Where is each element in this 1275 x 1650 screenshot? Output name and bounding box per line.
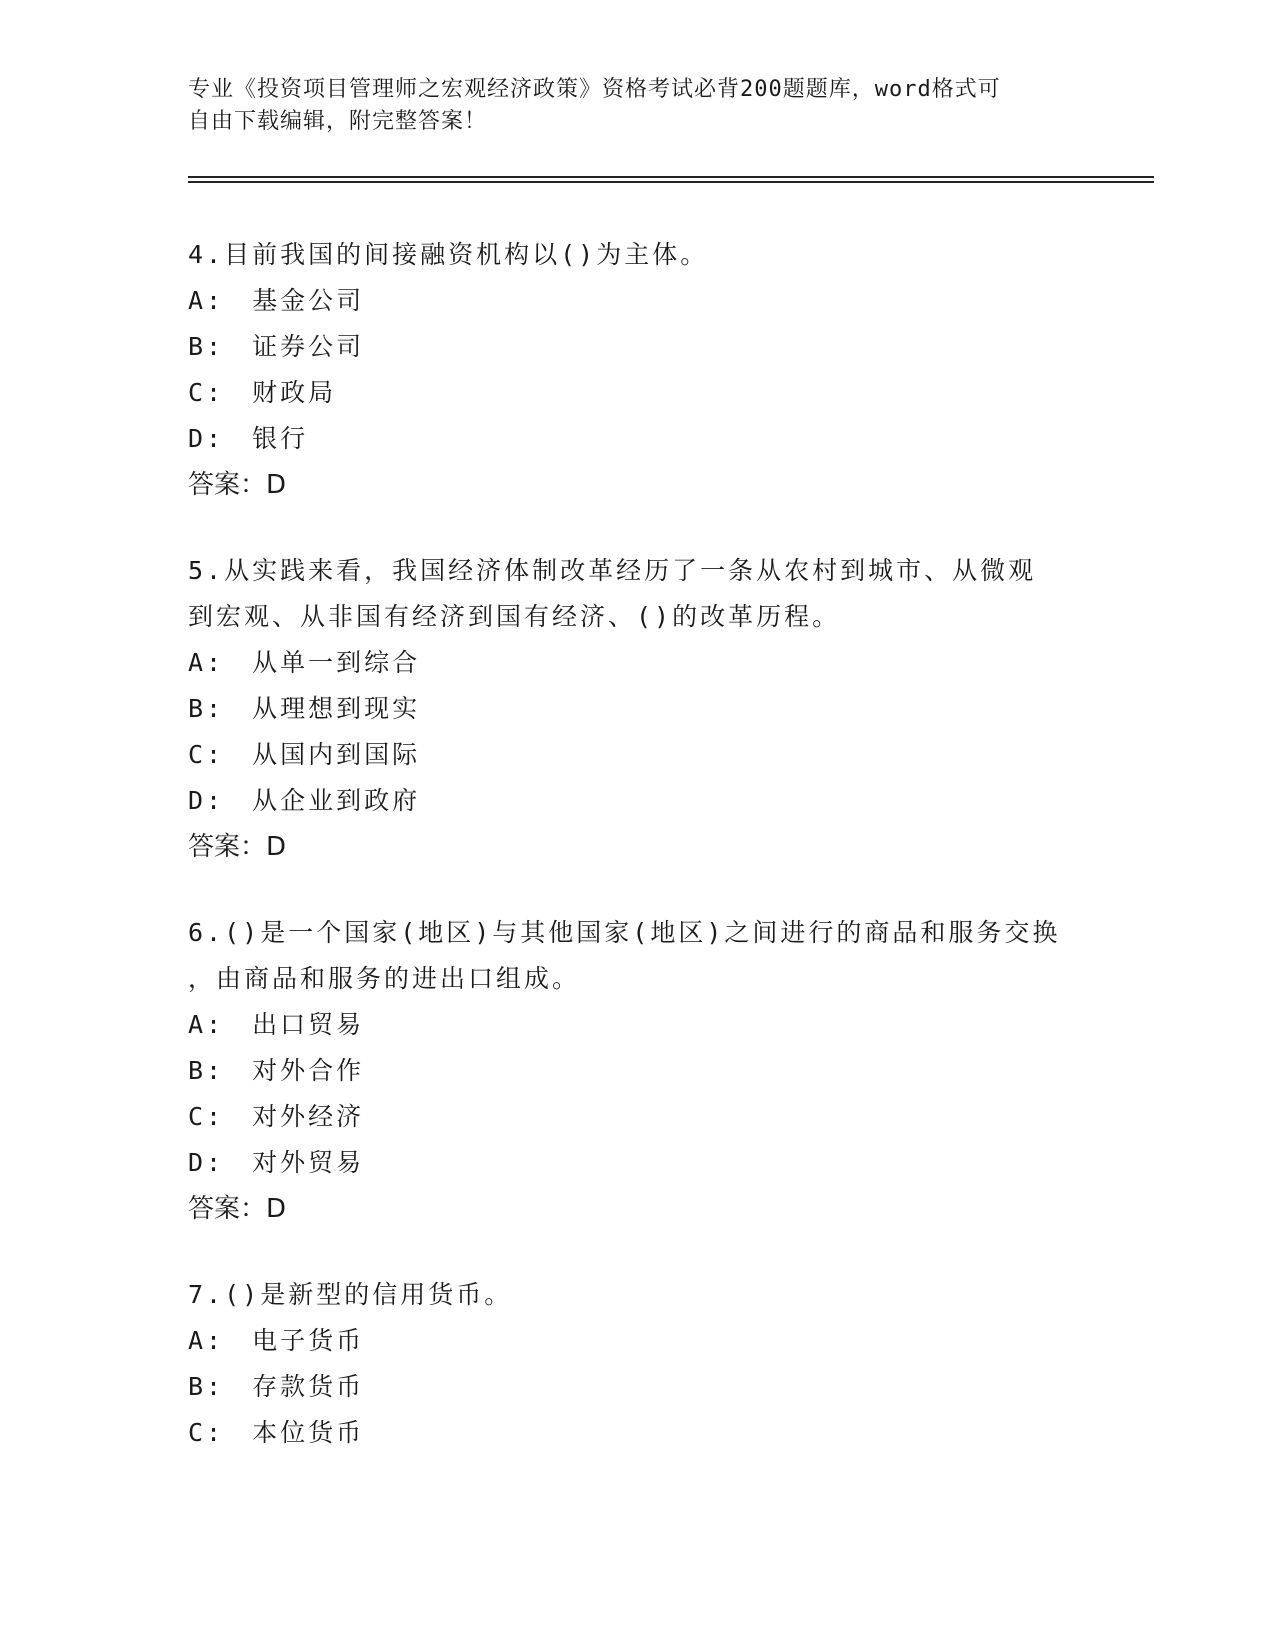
option-letter: C:: [188, 378, 225, 407]
option-letter: A:: [188, 286, 225, 315]
header-title-line-1: 专业《投资项目管理师之宏观经济政策》资格考试必背200题题库，word格式可: [188, 77, 1001, 102]
option-text: 证券公司: [252, 332, 365, 361]
option-b: [188, 1048, 1148, 1094]
header-title-line-2: 自由下载编辑，附完整答案！: [188, 109, 488, 134]
question-stem-line: 到宏观、从非国有经济到国有经济、()的改革历程。: [188, 602, 841, 631]
option-letter: B:: [188, 332, 225, 361]
question-item: [188, 232, 1148, 508]
option-text: 对外合作: [252, 1056, 365, 1085]
question-stem: [188, 910, 1148, 1002]
question-item: [188, 910, 1148, 1232]
option-b: [188, 686, 1148, 732]
option-d: [188, 416, 1148, 462]
option-text: 银行: [252, 424, 309, 453]
option-letter: D:: [188, 1148, 225, 1177]
header-divider-bottom: [188, 181, 1154, 183]
option-letter: A:: [188, 648, 225, 677]
question-list: [188, 232, 1148, 1496]
option-c: [188, 1410, 1148, 1456]
option-letter: C:: [188, 740, 225, 769]
question-item: [188, 1272, 1148, 1456]
document-header: [188, 74, 1088, 138]
option-letter: C:: [188, 1102, 225, 1131]
option-letter: A:: [188, 1326, 225, 1355]
option-a: [188, 1002, 1148, 1048]
option-c: [188, 1094, 1148, 1140]
option-text: 电子货币: [252, 1326, 365, 1355]
option-text: 财政局: [252, 378, 337, 407]
question-stem: [188, 232, 1148, 278]
answer-label: 答案：D: [188, 470, 287, 500]
option-letter: B:: [188, 1056, 225, 1085]
option-a: [188, 640, 1148, 686]
option-letter: B:: [188, 694, 225, 723]
option-c: [188, 732, 1148, 778]
option-letter: A:: [188, 1010, 225, 1039]
option-text: 本位货币: [252, 1418, 365, 1447]
option-a: [188, 1318, 1148, 1364]
question-stem-line: 7.()是新型的信用货币。: [188, 1280, 513, 1309]
option-letter: D:: [188, 424, 225, 453]
option-d: [188, 778, 1148, 824]
option-text: 对外经济: [252, 1102, 365, 1131]
question-stem: [188, 548, 1148, 640]
option-d: [188, 1140, 1148, 1186]
question-item: [188, 548, 1148, 870]
option-text: 从单一到综合: [252, 648, 421, 677]
question-stem-line: 5.从实践来看，我国经济体制改革经历了一条从农村到城市、从微观: [188, 556, 1037, 585]
option-letter: B:: [188, 1372, 225, 1401]
question-stem: [188, 1272, 1148, 1318]
option-text: 存款货币: [252, 1372, 365, 1401]
option-text: 对外贸易: [252, 1148, 365, 1177]
option-c: [188, 370, 1148, 416]
option-text: 基金公司: [252, 286, 365, 315]
option-b: [188, 1364, 1148, 1410]
question-stem-line: 6.()是一个国家(地区)与其他国家(地区)之间进行的商品和服务交换: [188, 918, 1061, 947]
option-text: 从理想到现实: [252, 694, 421, 723]
question-stem-line: ，由商品和服务的进出口组成。: [188, 964, 581, 993]
option-text: 从企业到政府: [252, 786, 421, 815]
option-text: 从国内到国际: [252, 740, 421, 769]
option-letter: D:: [188, 786, 225, 815]
question-stem-line: 4.目前我国的间接融资机构以()为主体。: [188, 240, 709, 269]
answer-label: 答案：D: [188, 1194, 287, 1224]
answer-label: 答案：D: [188, 832, 287, 862]
option-a: [188, 278, 1148, 324]
option-text: 出口贸易: [252, 1010, 365, 1039]
header-divider-top: [188, 176, 1154, 178]
option-b: [188, 324, 1148, 370]
option-letter: C:: [188, 1418, 225, 1447]
